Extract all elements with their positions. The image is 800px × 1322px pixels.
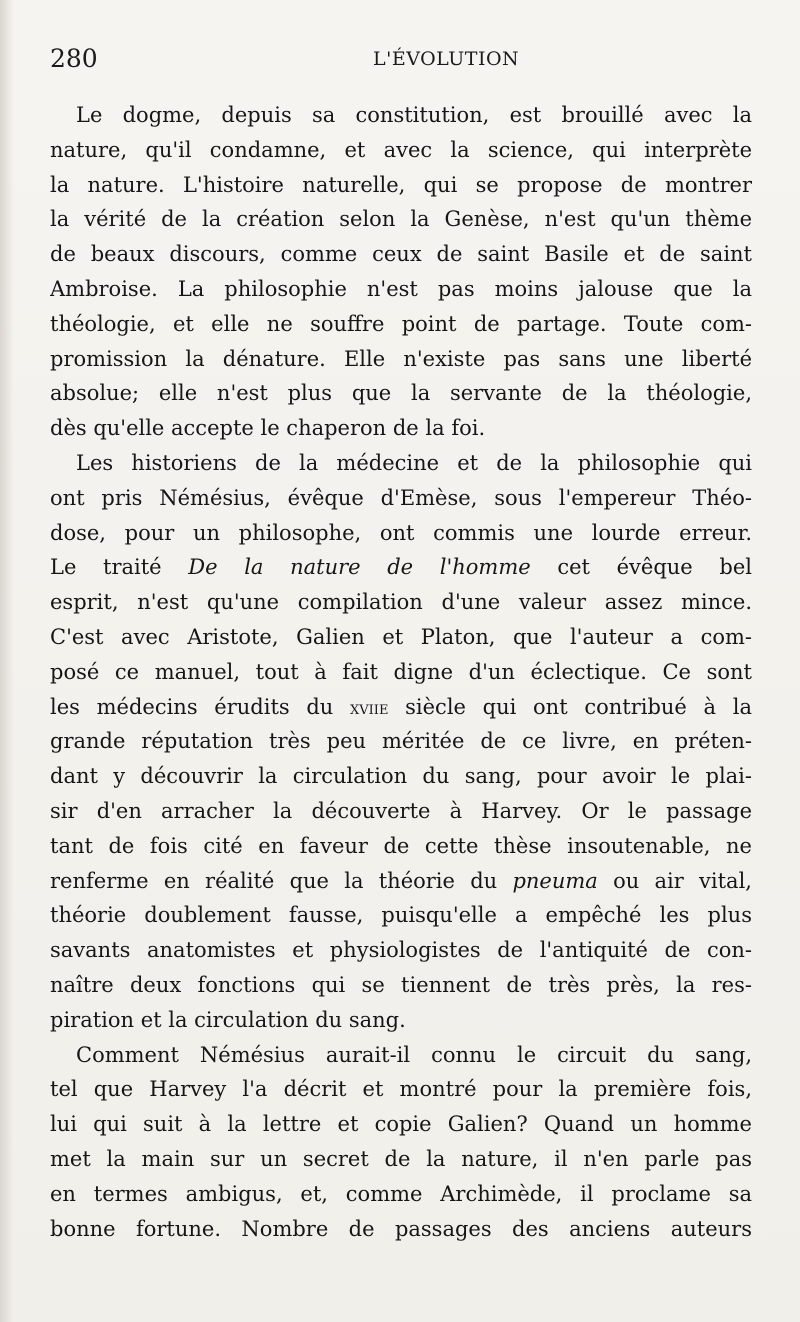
text-fragment: renferme en réalité que la théorie du	[50, 868, 498, 893]
text-line: de beaux discours, comme ceux de saint Basile et de saint	[50, 242, 752, 267]
text-line: bonne fortune. Nombre de passages des anciens auteurs	[50, 1216, 752, 1241]
page-number: 280	[50, 44, 98, 73]
text-fragment: les médecins érudits du	[50, 694, 334, 719]
text-line: dès qu'elle accepte le chaperon de la foi.	[50, 416, 486, 441]
text-line: Comment Némésius aurait-il connu le circuit du sang,	[76, 1042, 752, 1067]
text-line: théologie, et elle ne souffre point de partage. Toute com-	[50, 311, 752, 336]
text-line: dant y découvrir la circulation du sang, pour avoir le plai-	[50, 764, 752, 789]
page-header	[50, 44, 752, 78]
body-text	[50, 98, 752, 1246]
text-line-with-century	[50, 690, 752, 725]
text-line: la vérité de la création selon la Genèse, n'est qu'un thème	[50, 207, 752, 232]
text-line: Le dogme, depuis sa constitution, est brouillé avec la	[76, 103, 752, 127]
text-line: Ambroise. La philosophie n'est pas moins jalouse que la	[50, 276, 752, 301]
text-line: C'est avec Aristote, Galien et Platon, que l'auteur a com-	[50, 624, 752, 649]
text-line: théorie doublement fausse, puisqu'elle a empêché les plus	[50, 903, 752, 928]
text-line: ont pris Némésius, évêque d'Emèse, sous l'empereur Théo-	[50, 485, 752, 510]
century-numeral: xviie	[350, 696, 389, 719]
text-line: tant de fois cité en faveur de cette thèse insoutenable, ne	[50, 833, 752, 858]
text-fragment: cet évêque bel	[557, 555, 752, 580]
page-gutter-shadow	[0, 0, 14, 1322]
running-title: L'ÉVOLUTION	[373, 48, 520, 70]
text-line: la nature. L'histoire naturelle, qui se propose de montrer	[50, 172, 752, 197]
text-line: Les historiens de la médecine et de la philosophie qui	[76, 450, 752, 475]
greek-term: pneuma	[512, 868, 598, 893]
text-line: lui qui suit à la lettre et copie Galien? Quand un homme	[50, 1112, 752, 1137]
text-line: piration et la circulation du sang.	[50, 1007, 406, 1032]
text-line: savants anatomistes et physiologistes de l'antiquité de con-	[50, 938, 752, 963]
text-line: esprit, n'est qu'une compilation d'une valeur assez mince.	[50, 590, 752, 615]
text-fragment: ou air vital,	[613, 868, 752, 893]
text-line: sir d'en arracher la découverte à Harvey. Or le passage	[50, 798, 752, 823]
paragraph-2	[50, 446, 752, 1038]
text-line: grande réputation très peu méritée de ce livre, en préten-	[50, 729, 752, 754]
text-fragment: Le traité	[50, 555, 162, 580]
text-line: naître deux fonctions qui se tiennent de très près, la res-	[50, 972, 752, 997]
text-line-with-term	[50, 864, 752, 899]
paragraph-1	[50, 98, 752, 446]
text-line: dose, pour un philosophe, ont commis une lourde erreur.	[50, 520, 752, 545]
text-line: posé ce manuel, tout à fait digne d'un éclectique. Ce sont	[50, 659, 752, 684]
text-line-with-title	[50, 550, 752, 585]
text-line: absolue; elle n'est plus que la servante de la théologie,	[50, 381, 752, 406]
text-line: en termes ambigus, et, comme Archimède, il proclame sa	[50, 1181, 752, 1206]
paragraph-3	[50, 1038, 752, 1247]
book-title: De la nature de l'homme	[188, 555, 531, 580]
text-line: nature, qu'il condamne, et avec la science, qui interprète	[50, 137, 752, 162]
text-line: tel que Harvey l'a décrit et montré pour la première fois,	[50, 1077, 752, 1102]
text-line: promission la dénature. Elle n'existe pas sans une liberté	[50, 346, 752, 371]
text-line: met la main sur un secret de la nature, il n'en parle pas	[50, 1146, 752, 1171]
text-fragment: siècle qui ont contribué à la	[405, 694, 752, 719]
